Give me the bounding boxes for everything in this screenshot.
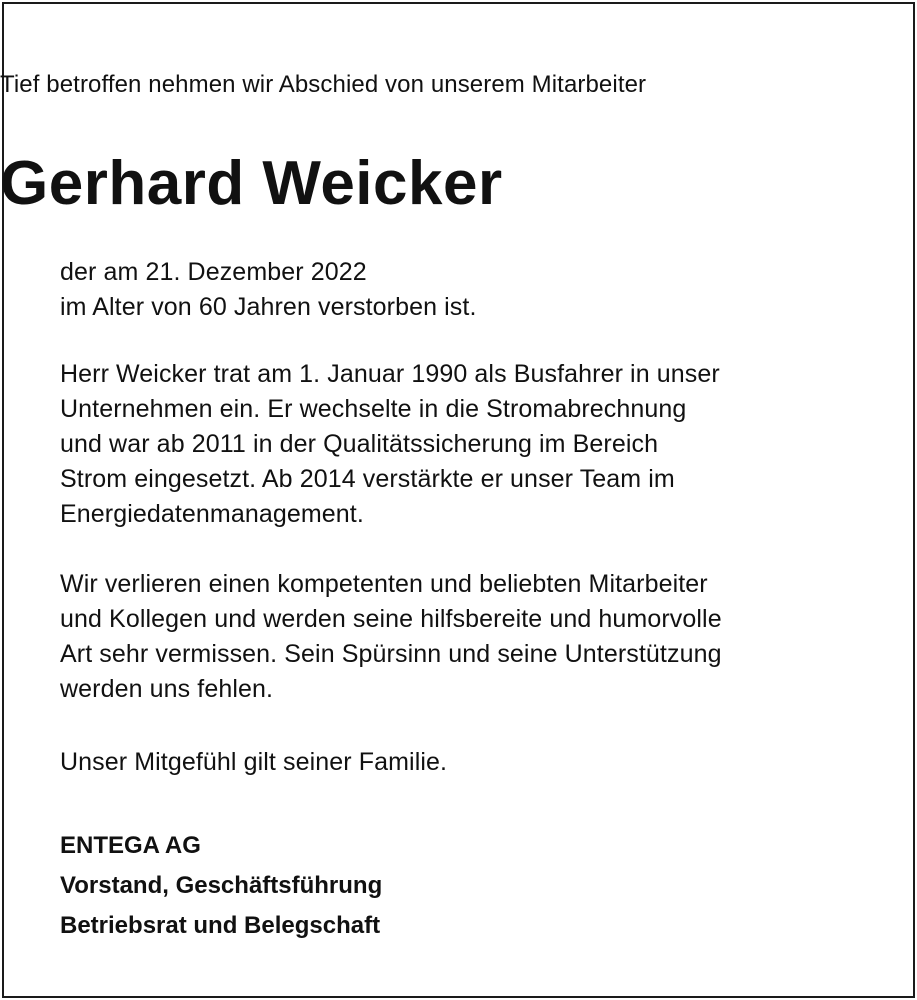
death-date-line: der am 21. Dezember 2022 bbox=[60, 258, 367, 286]
condolence-paragraph bbox=[60, 745, 857, 780]
tribute-paragraph bbox=[60, 567, 857, 707]
age-line: im Alter von 60 Jahren verstorben ist. bbox=[60, 293, 477, 321]
signature-block bbox=[60, 826, 857, 946]
career-paragraph bbox=[60, 357, 857, 532]
tribute-line: Wir verlieren einen kompetenten und beliebten Mitarbeiter bbox=[60, 570, 708, 598]
intro-text: Tief betroffen nehmen wir Abschied von unserem Mitarbeiter bbox=[0, 71, 647, 98]
career-line: Unternehmen ein. Er wechselte in die Stromabrechnung bbox=[60, 395, 687, 423]
death-date-paragraph bbox=[60, 255, 857, 325]
deceased-name: Gerhard Weicker bbox=[0, 149, 503, 218]
career-line: Strom eingesetzt. Ab 2014 verstärkte er unser Team im bbox=[60, 465, 675, 493]
staff-line: Betriebsrat und Belegschaft bbox=[60, 912, 381, 939]
career-line: und war ab 2011 in der Qualitätssicherung im Bereich bbox=[60, 430, 659, 458]
tribute-line: und Kollegen und werden seine hilfsbereite und humorvolle bbox=[60, 605, 722, 633]
career-line: Energiedatenmanagement. bbox=[60, 500, 364, 528]
condolence-line: Unser Mitgefühl gilt seiner Familie. bbox=[60, 748, 448, 776]
career-line: Herr Weicker trat am 1. Januar 1990 als Busfahrer in unser bbox=[60, 360, 720, 388]
company-name: ENTEGA AG bbox=[60, 832, 201, 859]
tribute-line: werden uns fehlen. bbox=[60, 675, 274, 703]
management-line: Vorstand, Geschäftsführung bbox=[60, 872, 383, 899]
tribute-line: Art sehr vermissen. Sein Spürsinn und seine Unterstützung bbox=[60, 640, 722, 668]
